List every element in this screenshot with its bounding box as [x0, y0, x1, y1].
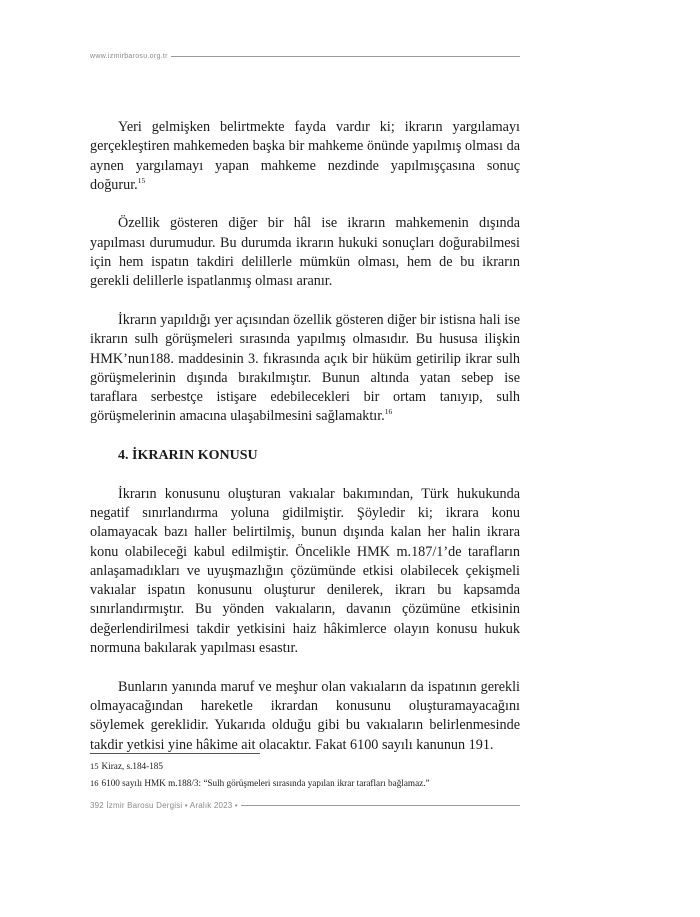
paragraph-4 — [90, 485, 520, 659]
footer-rule — [241, 805, 520, 806]
footnote-ref-16: 16 — [384, 407, 393, 417]
footnote-number: 15 — [90, 761, 99, 771]
footnote-16 — [90, 777, 520, 789]
footnote-text: 6100 sayılı HMK m.188/3: “Sulh görüşmeleri sırasında yapılan ikrar tarafları bağlamaz.” — [101, 778, 430, 788]
paragraph-2-text: Özellik gösteren diğer bir hâl ise ikrarın mahkemenin dışında yapılması durumudur. Bu durumda ikrarın hukuki sonuçları doğurabilmesi için hem ispatın takdiri delillerle mümkün olması, hem de bu ikrarın gerekli delillerle ispatlanmış olması aranır. — [90, 215, 520, 290]
footnote-rule — [90, 753, 260, 754]
footer-text: 392 İzmir Barosu Dergisi • Aralık 2023 • — [90, 801, 238, 810]
header-url: www.izmirbarosu.org.tr — [90, 53, 168, 60]
paragraph-1 — [90, 118, 520, 195]
article-body — [90, 118, 520, 774]
paragraph-3 — [90, 311, 520, 427]
footnote-text: Kiraz, s.184-185 — [101, 761, 163, 771]
paragraph-2 — [90, 214, 520, 291]
section-heading: 4. İKRARIN KONUSU — [118, 448, 258, 464]
running-header — [90, 53, 520, 60]
paragraph-1-text: Yeri gelmişken belirtmekte fayda vardır ki; ikrarın yargılamayı gerçekleştiren mahkemeden başka bir mahkeme önünde yapılmış olması da aynen yargılamayı yapan mahkeme nezdinde yapılmışçasına sonuç doğurur. — [90, 119, 520, 193]
footnotes — [90, 753, 520, 794]
header-rule — [171, 56, 520, 57]
footnote-ref-15: 15 — [137, 175, 146, 185]
paragraph-5-text: Bunların yanında maruf ve meşhur olan vakıaların da ispatının gerekli olmayacağından hareketle ikrardan konusunu oluşturamayacağını söylemek gereklidir. Yukarıda olduğu gibi bu vakıaların belirlenmesinde takdir yetkisi yine hâkime ait olacaktır. Fakat 6100 sayılı kanunun 191. — [90, 678, 520, 753]
paragraph-5 — [90, 678, 520, 755]
running-footer — [90, 801, 520, 810]
paragraph-3-text: İkrarın yapıldığı yer açısından özellik gösteren diğer bir istisna hali ise ikrarın sulh görüşmeleri sırasında yapılmış olmasıdır. Bu hususa ilişkin HMK’nun188. maddesinin 3. fıkrasında açık bir hüküm getirilip ikrar sulh görüşmelerinin dışında bırakılmıştır. Bunun altında yatan sebep ise taraflara serbestçe istişare edebilecekleri bir ortam tanıyıp, sulh görüşmelerinin amacına ulaşabilmesini sağlamaktır. — [90, 311, 520, 425]
footnote-15 — [90, 760, 520, 772]
paragraph-4-text: İkrarın konusunu oluşturan vakıalar bakımından, Türk hukukunda negatif sınırlandırma yoluna gidilmiştir. Şöyledir ki; ikrara konu olamayacak bazı haller belirtilmiş, bunun dışında kalan her halin ikrara konu olabileceği kabul edilmiştir. Öncelikle HMK m.187/1’de tarafların anlaşamadıkları ve uyuşmazlığın çözümünde etkisi olabilecek çekişmeli vakıalar ispatın konusunu oluşturur denilerek, ikrarı bu kapsamda sınırlandırmıştır. Bu yönden vakıaların, davanın çözümüne etkisinin değerlendirilmesi takdir yetkisini haiz hâkimlerce olayın konusu hukuk normuna bakılarak yapılması esastır. — [90, 485, 520, 657]
footnote-number: 16 — [90, 778, 99, 788]
